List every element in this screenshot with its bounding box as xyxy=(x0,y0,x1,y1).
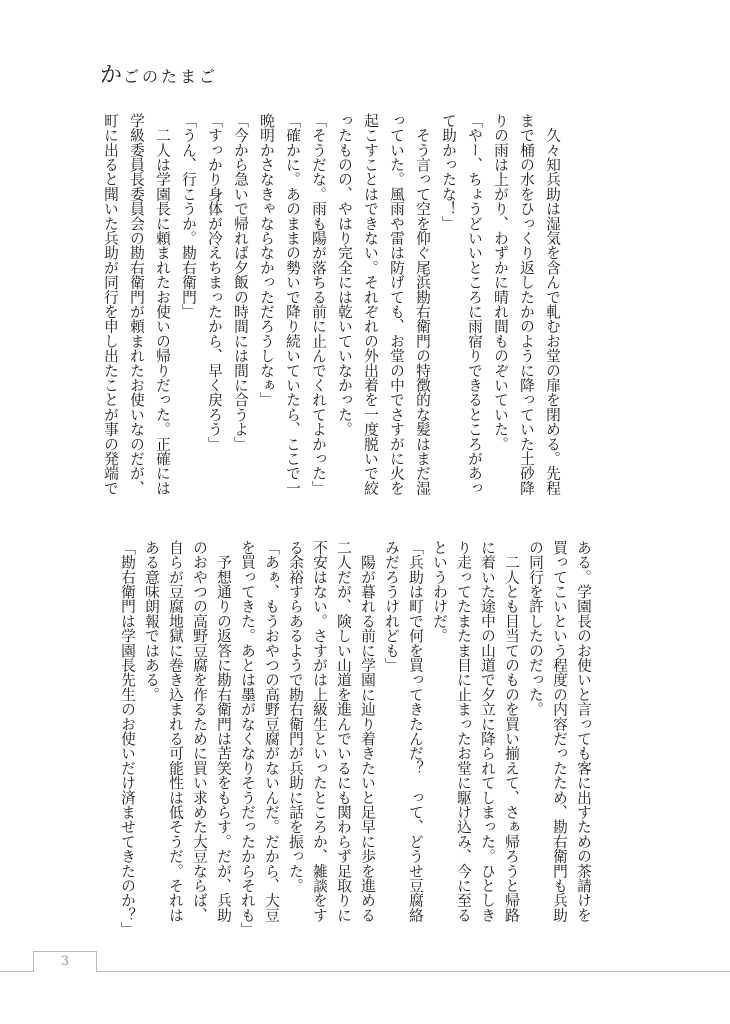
text-column: みだろうけれども」 xyxy=(383,540,400,673)
page-number-tab xyxy=(33,951,97,972)
text-column: ったものの、やはり完全には乾いていなかった。 xyxy=(336,113,353,437)
text-column: の同行を許したのだった。 xyxy=(527,540,544,717)
text-column: 「あぁ、もうおやつの高野豆腐がないんだ。だから、大豆 xyxy=(263,540,280,923)
text-column: りの雨は上がり、わずかに晴れ間ものぞいていた。 xyxy=(492,113,509,452)
text-column: 二人だが、険しい山道を進んでいるにも関わらず足取りに xyxy=(335,540,352,923)
text-column: 起こすことはできない。それぞれの外出着を一度脱いで絞 xyxy=(362,113,379,496)
page-number: 3 xyxy=(60,954,70,969)
text-column: 不安はない。さすがは上級生といったところか、雑談をす xyxy=(311,540,328,923)
text-column: というわけだ。 xyxy=(431,540,448,643)
text-column: 久々知兵助は湿気を含んで軋むお堂の扉を閉める。先程 xyxy=(544,113,561,496)
text-column: 陽が暮れる前に学園に辿り着きたいと足早に歩を進める xyxy=(359,540,376,923)
text-column: る余裕すらあるようで勘右衛門が兵助に話を振った。 xyxy=(287,540,304,893)
text-column: 「兵助は町で何を買ってきたんだ？ って、どうせ豆腐絡 xyxy=(407,540,424,923)
text-column: て助かったな！」 xyxy=(440,113,457,231)
upper-text-block xyxy=(97,113,565,503)
text-column: 予想通りの返答に勘右衛門は苦笑をもらす。だが、兵助 xyxy=(215,540,232,923)
text-column: 晩明かさなきゃならなかっただろうしなぁ」 xyxy=(258,113,275,407)
text-column: 「やー、ちょうどいいところに雨宿りできるところがあっ xyxy=(466,113,483,496)
text-column: のおやつの高野豆腐を作るために買い求めた大豆ならば、 xyxy=(191,540,208,923)
lower-text-block xyxy=(115,540,595,937)
text-column: 町に出ると聞いた兵助が同行を申し出たことが事の発端で xyxy=(102,113,119,496)
text-column: 「すっかり身体が冷えちまったから、早く戻ろう」 xyxy=(206,113,223,452)
text-column: 自らが豆腐地獄に巻き込まれる可能性は低そうだ。それは xyxy=(167,540,184,923)
text-column: っていた。風雨や雷は防げても、お堂の中でさすがに火を xyxy=(388,113,405,496)
page-title-initial: か xyxy=(100,63,124,88)
text-column: 「確かに。あのままの勢いで降り続いていたら、ここで一 xyxy=(284,113,301,496)
footer-divider xyxy=(0,971,730,972)
text-column: 学級委員長委員会の勘右衛門が頼まれたお使いなのだが、 xyxy=(128,113,145,496)
text-column: り走ってたまたま目に止まったお堂に駆け込み、今に至る xyxy=(455,540,472,923)
text-column: ある。学園長のお使いと言っても客に出すための茶請けを xyxy=(575,540,592,923)
text-column: 二人は学園長に頼まれたお使いの帰りだった。正確には xyxy=(154,113,171,496)
text-column: に着いた途中の山道で夕立に降られてしまった。ひとしき xyxy=(479,540,496,923)
page-title-rest: ごのたまご xyxy=(123,67,219,86)
text-column: を買ってきた。あとは墨がなくなりそうだったからそれも」 xyxy=(239,540,256,937)
page-title xyxy=(100,58,218,89)
text-column: 「そうだな。雨も陽が落ちる前に止んでくれてよかった」 xyxy=(310,113,327,496)
text-column: 「今から急いで帰れば夕飯の時間には間に合うよ」 xyxy=(232,113,249,452)
text-column: そう言って空を仰ぐ尾浜勘右衛門の特徴的な髪はまだ湿 xyxy=(414,113,431,496)
text-column: まで桶の水をひっくり返したかのように降っていた土砂降 xyxy=(518,113,535,496)
text-column: 「勘右衛門は学園長先生のお使いだけ済ませてきたのか？」 xyxy=(119,540,136,937)
text-column: 「うん、行こうか。勘右衛門」 xyxy=(180,113,197,319)
text-column: ある意味朗報ではある。 xyxy=(143,540,160,702)
text-column: 二人とも目当てのものを買い揃えて、さぁ帰ろうと帰路 xyxy=(503,540,520,923)
text-column: 買ってこいという程度の内容だったため、勘右衛門も兵助 xyxy=(551,540,568,923)
